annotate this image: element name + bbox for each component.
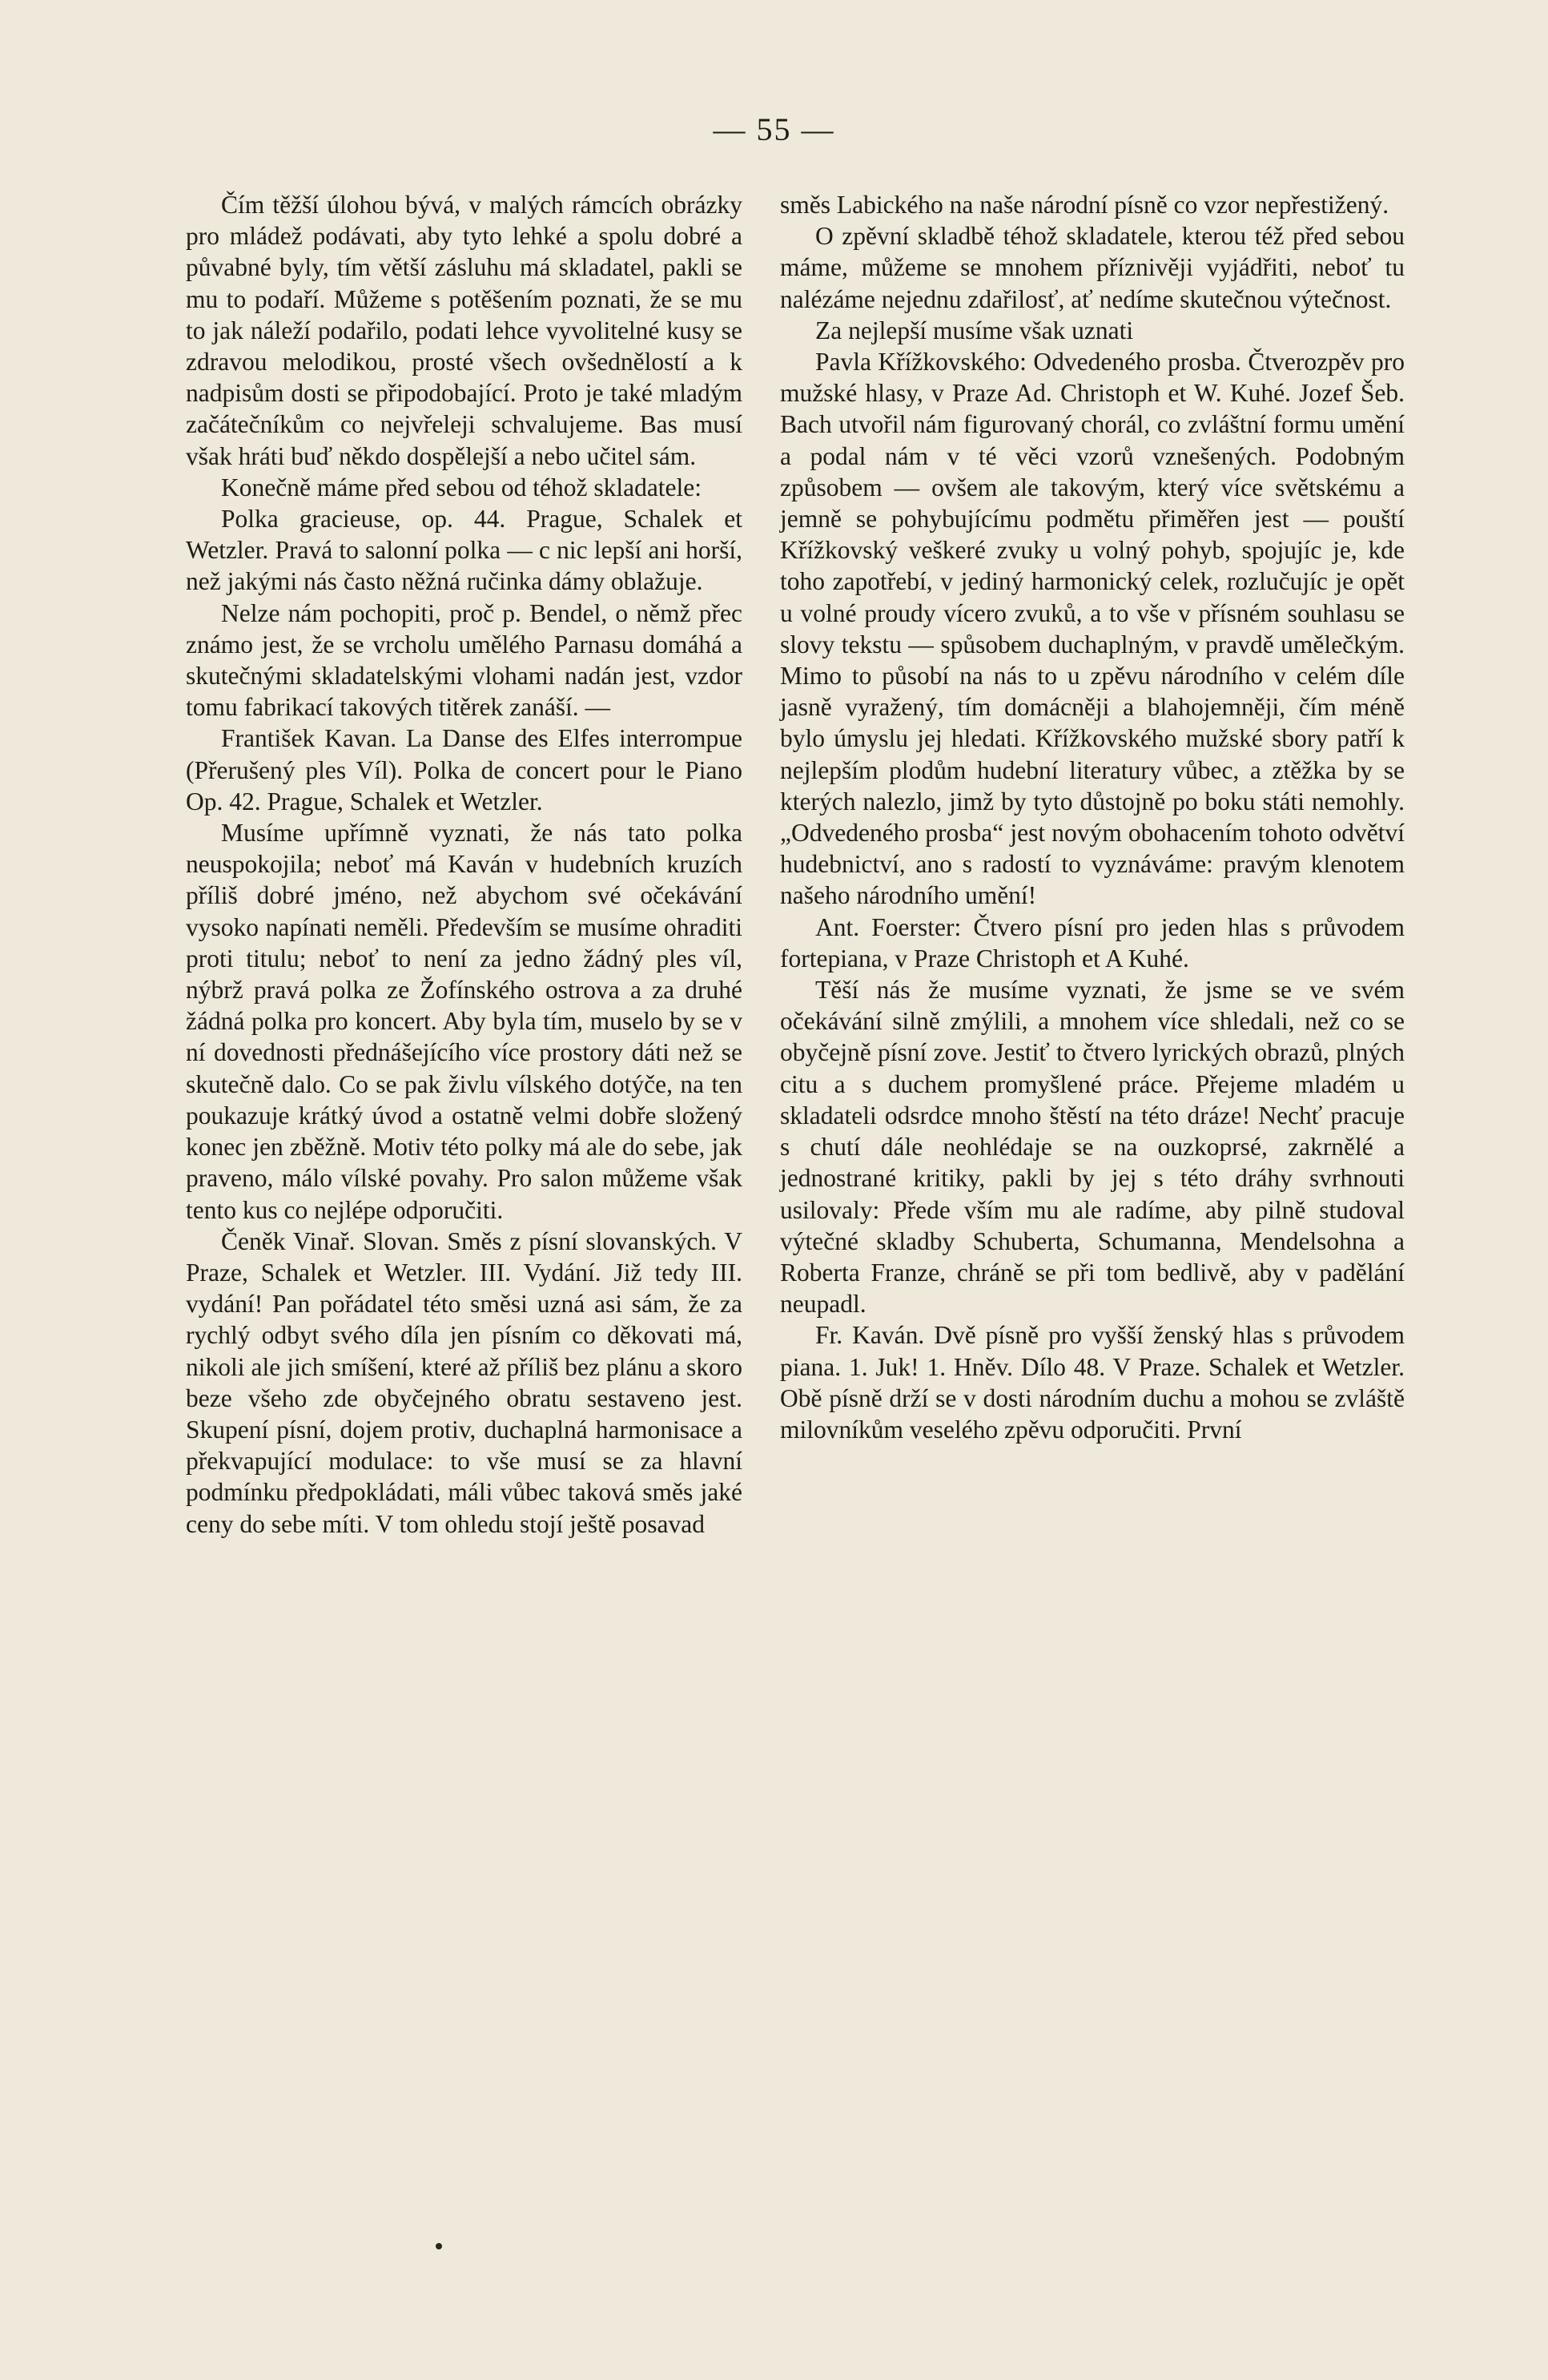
paragraph: Musíme upřímně vyznati, že nás tato polka neuspokojila; neboť má Kaván v hudebních kruzích příliš dobré jméno, než abychom své očekávání vysoko napínati neměli. Především se musíme ohraditi proti titulu; neboť to není za jedno žádný ples víl, nýbrž pravá polka ze Žofínského ostrova a za druhé žádná polka pro koncert. Aby byla tím, muselo by se v ní dovednosti přednášejícího více prostory dáti než se skutečně dalo. Co se pak živlu vílského dotýče, na ten poukazuje krátký úvod a ostatně velmi dobře složený konec jen zběžně. Motiv této polky má ale do sebe, jak praveno, málo vílské povahy. Pro salon můžeme však tento kus co nejlépe odporučiti. bbox=[186, 819, 742, 1224]
right-column bbox=[780, 189, 1405, 1445]
paragraph: Nelze nám pochopiti, proč p. Bendel, o němž přec známo jest, že se vrcholu umělého Parnasu domáhá a skutečnými skladatelskými vlohami nadán jest, vzdor tomu fabrikací takových titěrek zanáší. — bbox=[186, 598, 742, 722]
paragraph: Konečně máme před sebou od téhož skladatele: bbox=[221, 473, 702, 501]
paragraph: směs Labického na naše národní písně co vzor nepřestižený. bbox=[780, 191, 1389, 219]
left-column bbox=[186, 189, 742, 1540]
paragraph: Pavla Křížkovského: Odvedeného prosba. Čtverozpěv pro mužské hlasy, v Praze Ad. Christoph et W. Kuhé. Jozef Šeb. Bach utvořil nám figurovaný chorál, co zvláštní formu umění a podal nám v té věci vzorů vznešených. Podobným způsobem — ovšem ale takovým, který více světskému a jemně se pohybujícímu podmětu přiměřen jest — pouští Křížkovský veškeré zvuky u volný pohyb, spojujíc je, kde toho zapotřebí, v jediný harmonický celek, rozlučujíc je opět u volné proudy vícero zvuků, a to vše v přísném souhlasu se slovy tekstu — spůsobem duchaplným, v pravdě umělečkým. Mimo to působí na nás to u zpěvu národního v celém díle jasně vyražený, tím domácněji a blahojemněji, čím méně bylo úmyslu jej hledati. Křížkovského mužské sbory patří k nejlepším plodům hudební literatury vůbec, a ztěžka by se kterých nalezlo, jimž by tyto důstojně po boku státi nemohly. „Odvedeného prosba“ jest novým obohacením tohoto odvětví hudebnictví, ano s radostí to vyznáváme: pravým klenotem našeho národního umění! bbox=[780, 348, 1405, 910]
paragraph: Čím těžší úlohou bývá, v malých rámcích obrázky pro mládež podávati, aby tyto lehké a spolu dobré a půvabné byly, tím větší zásluhu má skladatel, pakli se mu to podaří. Můžeme s potěšením poznati, že se mu to jak náleží podařilo, podati lehce vyvolitelné kusy se zdravou melodikou, prosté všech ovšednělostí a k nadpisům dosti se připodobající. Proto je také mladým začátečníkům co nejvřeleji schvalujeme. Bas musí však hráti buď někdo dospělejší a nebo učitel sám. bbox=[186, 191, 742, 470]
paragraph: Těší nás že musíme vyznati, že jsme se ve svém očekávání silně zmýlili, a mnohem více shledali, než co se obyčejně písní zove. Jestiť to čtvero lyrických obrazů, plných citu a s duchem promyšlené práce. Přejeme mladém u skladateli odsrdce mnoho štěstí na této dráze! Nechť pracuje s chutí dále neohlédaje se na ouzkoprsé, zakrnělé a jednostrané kritiky, pakli by jej s této dráhy svrhnouti usilovaly: Přede vším mu ale radíme, aby pilně studoval výtečné skladby Schuberta, Schumanna, Mendelsohna a Roberta Franze, chráně se při tom bedlivě, aby v padělání neupadl. bbox=[780, 976, 1405, 1319]
paragraph: Polka gracieuse, op. 44. Prague, Schalek et Wetzler. Pravá to salonní polka — c nic lepší ani horší, než jakými nás často něžná ručinka dámy oblažuje. bbox=[186, 505, 742, 596]
paragraph: Za nejlepší musíme však uznati bbox=[815, 316, 1134, 344]
print-mark bbox=[436, 2243, 442, 2249]
paragraph: O zpěvní skladbě téhož skladatele, kterou též před sebou máme, můžeme se mnohem příznivěji vyjádřiti, neboť tu nalézáme nejednu zdařilosť, ať nedíme skutečnou výtečnost. bbox=[780, 222, 1405, 313]
paragraph: Ant. Foerster: Čtvero písní pro jeden hlas s průvodem fortepiana, v Praze Christoph et A Kuhé. bbox=[780, 912, 1405, 973]
paragraph: Fr. Kaván. Dvě písně pro vyšší ženský hlas s průvodem piana. 1. Juk! 1. Hněv. Dílo 48. V Praze. Schalek et Wetzler. Obě písně drží se v dosti národním duchu a mohou se zvláště milovníkům veselého zpěvu odporučiti. První bbox=[780, 1321, 1405, 1444]
paragraph: František Kavan. La Danse des Elfes interrompue (Přerušený ples Víl). Polka de concert pour le Piano Op. 42. Prague, Schalek et Wetzler. bbox=[186, 724, 742, 815]
paragraph: Čeněk Vinař. Slovan. Směs z písní slovanských. V Praze, Schalek et Wetzler. III. Vydání. Již tedy III. vydání! Pan pořádatel této směsi uzná asi sám, že za rychlý odbyt svého díla jen písním co děkovati má, nikoli ale jich smíšení, které až příliš bez plánu a skoro beze všeho zde obyčejného obratu sestaveno jest. Skupení písní, dojem protiv, duchaplná harmonisace a překvapující modulace: to vše musí se za hlavní podmínku předpokládati, máli vůbec taková směs jaké ceny do sebe míti. V tom ohledu stojí ještě posavad bbox=[186, 1226, 742, 1538]
page-number: — 55 — bbox=[713, 111, 835, 147]
